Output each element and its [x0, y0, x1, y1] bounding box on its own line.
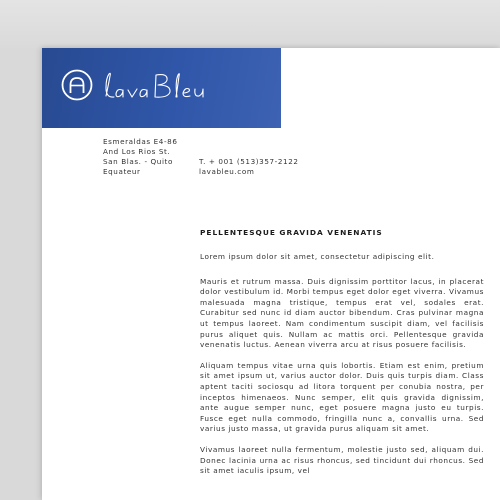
address-line-3: San Blas. - Quito — [103, 157, 173, 166]
desk-backdrop — [0, 0, 500, 48]
address-line-2: And Los Rios St. — [103, 147, 171, 156]
brand-logotype — [100, 68, 260, 108]
brand-banner — [42, 48, 281, 128]
letter-paragraph: Aliquam tempus vitae urna quis lobortis. Etiam est enim, pretium sit amet ipsum ut, varius auctor dolor. Duis quis turpis diam. Class aptent taciti sociosqu ad litora torquent per conubia nostra, per inceptos himenaeos. Nunc semper, elit quis gravida dignissim, ante augue semper nunc, eget posuere magna justo eu turpis. Fusce eget nulla commodo, fringilla nunc a, convallis urna. Sed varius justo massa, ut gravida purus aliquam sit amet. — [200, 360, 484, 434]
letterhead-page — [42, 48, 500, 500]
letter-intro: Lorem ipsum dolor sit amet, consectetur adipiscing elit. — [200, 252, 435, 261]
phone-number: T. + 001 (513)357-2122 — [199, 157, 299, 166]
address-line-1: Esmeraldas E4-86 — [103, 137, 178, 146]
website-link[interactable]: lavableu.com — [199, 167, 255, 176]
letter-paragraph: Mauris et rutrum massa. Duis dignissim porttitor lacus, in placerat dolor vestibulum id. Morbi tempus eget dolor eget viverra. Vivamus malesuada magna tristique, tempus erat vel, sodales erat. Curabitur sed nunc id diam auctor bibendum. Cras pulvinar magna ut tempus laoreet. Nam condimentum suscipit diam, vel facilisis purus aliquet quis. Nullam ac mattis orci. Pellentesque gravida venenatis luctus. Aenean viverra arcu at risus posuere facilisis. — [200, 276, 484, 350]
letter-heading: PELLENTESQUE GRAVIDA VENENATIS — [200, 228, 383, 237]
company-contact — [199, 157, 349, 177]
letter-paragraph: Vivamus laoreet nulla fermentum, molestie justo sed, aliquam dui. Donec lacinia urna ac risus rhoncus, sed tincidunt dui rhoncus. Sed sit amet iaculis ipsum, vel — [200, 444, 484, 476]
address-line-4: Equateur — [103, 167, 141, 176]
arch-circle-icon — [60, 68, 94, 102]
letter-body — [200, 228, 484, 487]
